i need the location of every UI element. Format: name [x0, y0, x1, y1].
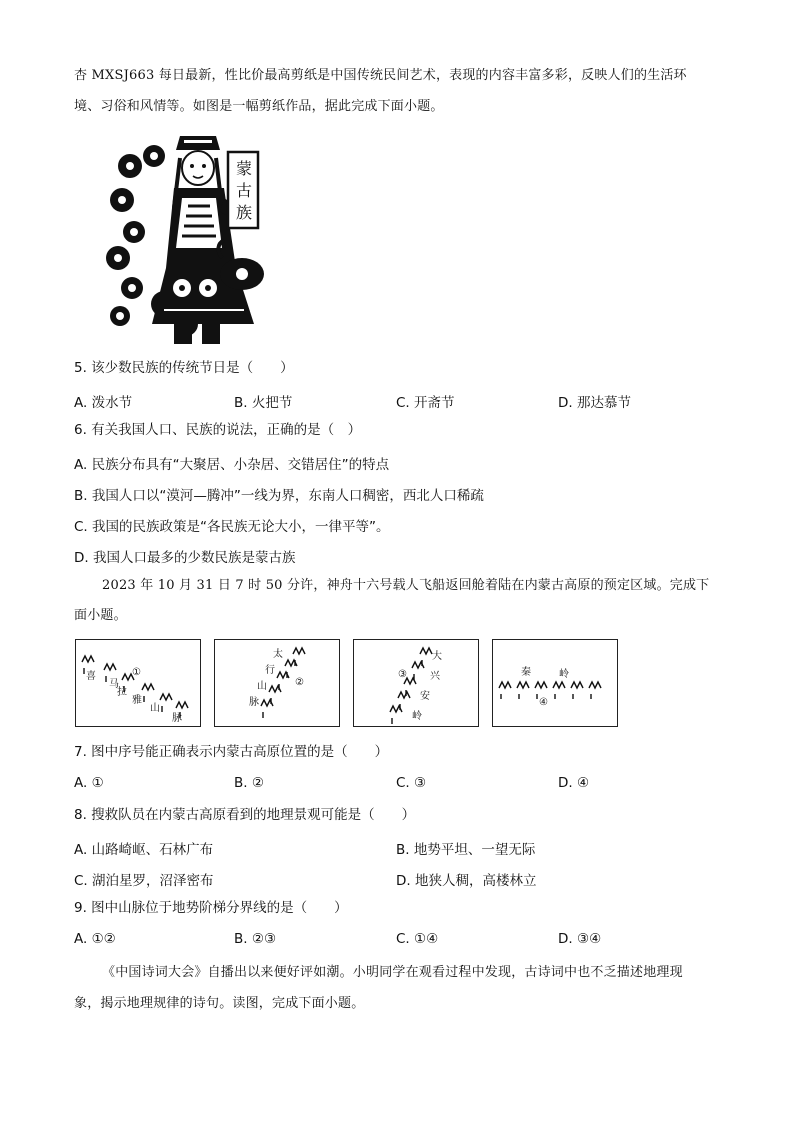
intro-paragraph-line: 面小题。 — [74, 608, 127, 623]
map-label: 山 — [150, 703, 160, 714]
map-himalaya — [75, 639, 201, 727]
q6-option-c: C. 我国的民族政策是“各民族无论大小，一律平等”。 — [74, 519, 390, 535]
mountain-symbols — [493, 640, 617, 726]
intro-paragraph-line: 2023 年 10 月 31 日 7 时 50 分许，神舟十六号载人飞船返回舱着陆在内蒙古高原的预定区域。完成下 — [102, 578, 710, 593]
q7-option-d: D. ④ — [558, 775, 590, 791]
map-label: 大 — [432, 651, 442, 662]
q6-option-b: B. 我国人口以“漠河—腾冲”一线为界，东南人口稠密，西北人口稀疏 — [74, 488, 484, 504]
map-label: 拉 — [117, 687, 127, 698]
question-6-stem: 6. 有关我国人口、民族的说法，正确的是（ ） — [74, 422, 362, 438]
q5-option-b: B. 火把节 — [234, 395, 293, 411]
intro-paragraph-line: 象，揭示地理规律的诗句。读图，完成下面小题。 — [74, 996, 365, 1011]
question-5-stem: 5. 该少数民族的传统节日是（ ） — [74, 360, 294, 376]
q9-option-d: D. ③④ — [558, 931, 602, 947]
map-label: 行 — [265, 665, 275, 676]
map-daxinganling — [353, 639, 479, 727]
q5-option-c: C. 开斋节 — [396, 395, 455, 411]
map-label: 雅 — [132, 695, 142, 706]
papercut-illustration — [104, 128, 280, 352]
intro-paragraph-line: 杏 MXSJ663 每日最新，性比价最高剪纸是中国传统民间艺术，表现的内容丰富多彩，反映人们的生活环 — [74, 68, 687, 83]
q9-option-c: C. ①④ — [396, 931, 439, 947]
q8-option-c: C. 湖泊星罗，沼泽密布 — [74, 873, 214, 889]
map-label: 马 — [109, 679, 119, 690]
intro-paragraph-line: 境、习俗和风情等。如图是一幅剪纸作品，据此完成下面小题。 — [74, 99, 444, 114]
map-label: 喜 — [86, 671, 96, 682]
map-label: 安 — [420, 691, 430, 702]
map-taihang — [214, 639, 340, 727]
map-label: 岭 — [559, 669, 569, 680]
papercut-banner-text: 蒙古族 — [235, 159, 252, 222]
q7-option-c: C. ③ — [396, 775, 427, 791]
q9-option-a: A. ①② — [74, 931, 116, 947]
q5-option-a: A. 泼水节 — [74, 395, 133, 411]
map-qinling — [492, 639, 618, 727]
map-label: 脉 — [172, 713, 182, 724]
q6-option-a: A. 民族分布具有“大聚居、小杂居、交错居住”的特点 — [74, 457, 390, 473]
map-label: 山 — [257, 681, 267, 692]
q8-option-d: D. 地狭人稠，高楼林立 — [396, 873, 537, 889]
map-label: 兴 — [430, 671, 440, 682]
q5-option-d: D. 那达慕节 — [558, 395, 631, 411]
question-8-stem: 8. 搜救队员在内蒙古高原看到的地理景观可能是（ ） — [74, 807, 416, 823]
q6-option-d: D. 我国人口最多的少数民族是蒙古族 — [74, 550, 296, 566]
map-marker: ② — [295, 677, 304, 688]
q7-option-b: B. ② — [234, 775, 264, 791]
map-marker: ④ — [539, 697, 548, 708]
q8-option-a: A. 山路崎岖、石林广布 — [74, 842, 214, 858]
map-marker: ① — [132, 667, 141, 678]
intro-paragraph-line: 《中国诗词大会》自播出以来便好评如潮。小明同学在观看过程中发现，古诗词中也不乏描述地理现 — [102, 965, 683, 980]
map-label: 脉 — [249, 697, 259, 708]
map-label: 太 — [273, 649, 283, 660]
q9-option-b: B. ②③ — [234, 931, 277, 947]
map-marker: ③ — [398, 669, 407, 680]
map-label: 秦 — [521, 667, 531, 678]
question-7-stem: 7. 图中序号能正确表示内蒙古高原位置的是（ ） — [74, 744, 389, 760]
map-label: 岭 — [412, 711, 422, 722]
question-9-stem: 9. 图中山脉位于地势阶梯分界线的是（ ） — [74, 900, 348, 916]
q8-option-b: B. 地势平坦、一望无际 — [396, 842, 536, 858]
q7-option-a: A. ① — [74, 775, 104, 791]
